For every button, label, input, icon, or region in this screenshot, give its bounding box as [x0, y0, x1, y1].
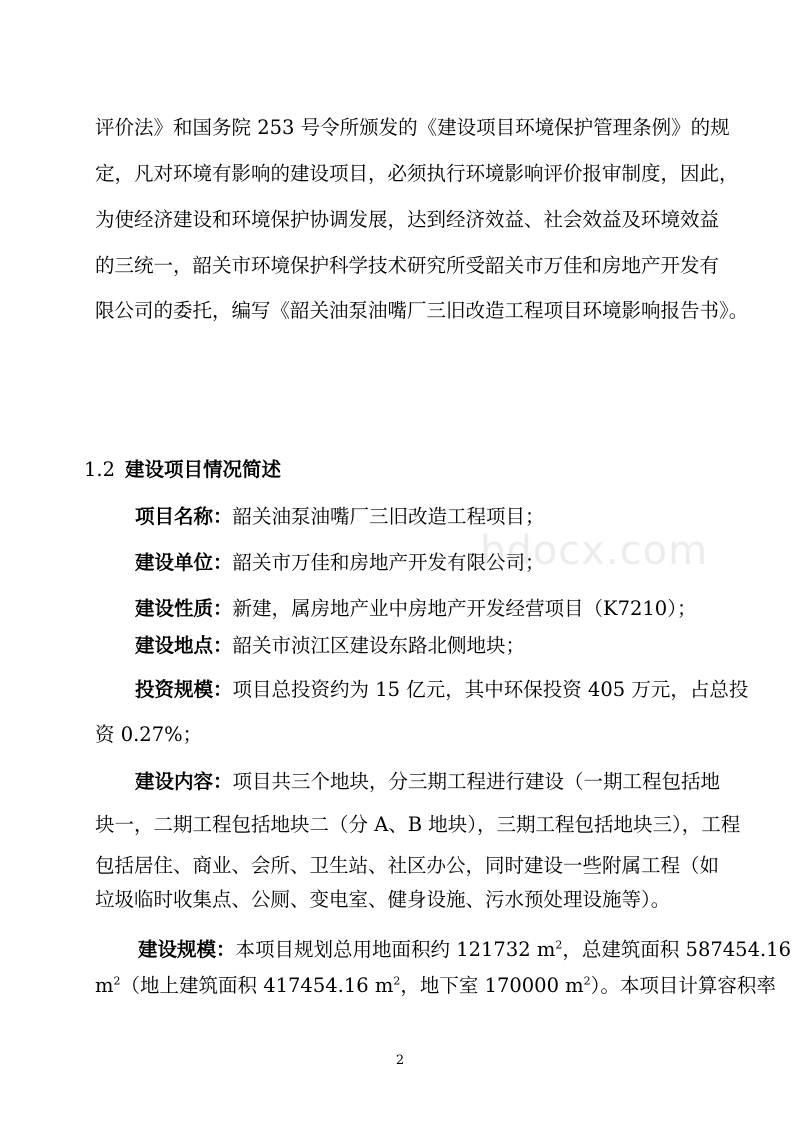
scale-sup-2: 2 [113, 974, 121, 988]
item-investment-line-2: 资 0.27%； [95, 723, 203, 746]
item-construction-nature [135, 596, 705, 622]
scale-sup-4: 2 [583, 974, 591, 988]
construction-unit-label: 建设单位： [135, 551, 233, 574]
intro-line-3: 为使经济建设和环境保护协调发展，达到经济效益、社会效益及环境效益 [95, 208, 720, 231]
scale-value-2b: （地上建筑面积 417454.16 m [120, 974, 394, 997]
item-construction-unit [135, 550, 705, 576]
scale-value-2a: m [95, 974, 114, 997]
item-content-line-1 [135, 769, 721, 795]
project-name-label: 项目名称： [135, 505, 233, 528]
item-construction-location [135, 633, 705, 659]
item-investment-line-1 [135, 677, 749, 703]
item-content-line-2: 块一，二期工程包括地块二（分 A、B 地块），三期工程包括地块三），工程 [95, 813, 741, 836]
item-project-name [135, 504, 705, 530]
scale-value-2c: ，地下室 170000 m [400, 974, 584, 997]
content-label: 建设内容： [135, 770, 233, 793]
watermark: bdocx.com [480, 528, 709, 574]
scale-value-1b: ，总建筑面积 587454.16 [562, 938, 791, 961]
scale-value-1a: 本项目规划总用地面积约 121732 m [235, 938, 556, 961]
scale-label: 建设规模： [138, 938, 236, 961]
scale-value-2d: ）。本项目计算容积率 [590, 974, 776, 997]
construction-unit-value: 韶关市万佳和房地产开发有限公司； [232, 551, 545, 574]
section-heading [84, 457, 281, 483]
construction-nature-label: 建设性质： [135, 597, 233, 620]
section-title: 建设项目情况简述 [125, 458, 282, 481]
section-number: 1.2 [84, 458, 116, 481]
intro-line-4: 的三统一，韶关市环境保护科学技术研究所受韶关市万佳和房地产开发有 [95, 254, 720, 277]
item-scale-line-2 [95, 973, 776, 999]
item-scale-line-1 [138, 937, 791, 963]
intro-line-1: 评价法》和国务院 253 号令所颁发的《建设项目环境保护管理条例》的规 [95, 116, 730, 139]
intro-line-5: 限公司的委托，编写《韶关油泵油嘴厂三旧改造工程项目环境影响报告书》。 [95, 299, 749, 322]
content-value-1: 项目共三个地块，分三期工程进行建设（一期工程包括地 [232, 770, 721, 793]
investment-value-1: 项目总投资约为 15 亿元，其中环保投资 405 万元，占总投 [232, 678, 749, 701]
intro-line-2: 定，凡对环境有影响的建设项目，必须执行环境影响评价报审制度，因此， [95, 162, 739, 185]
construction-location-value: 韶关市浈江区建设东路北侧地块； [232, 634, 526, 657]
construction-location-label: 建设地点： [135, 634, 233, 657]
item-content-line-3: 包括居住、商业、会所、卫生站、社区办公，同时建设一些附属工程（如 [95, 854, 720, 877]
page-number: 2 [395, 1053, 405, 1068]
investment-label: 投资规模： [135, 678, 233, 701]
construction-nature-value: 新建，属房地产业中房地产开发经营项目（K7210）； [232, 597, 697, 620]
item-content-line-4: 垃圾临时收集点、公厕、变电室、健身设施、污水预处理设施等）。 [95, 888, 671, 911]
scale-sup-1: 2 [555, 938, 563, 952]
scale-sup-3: 2 [393, 974, 401, 988]
project-name-value: 韶关油泵油嘴厂三旧改造工程项目； [232, 505, 545, 528]
